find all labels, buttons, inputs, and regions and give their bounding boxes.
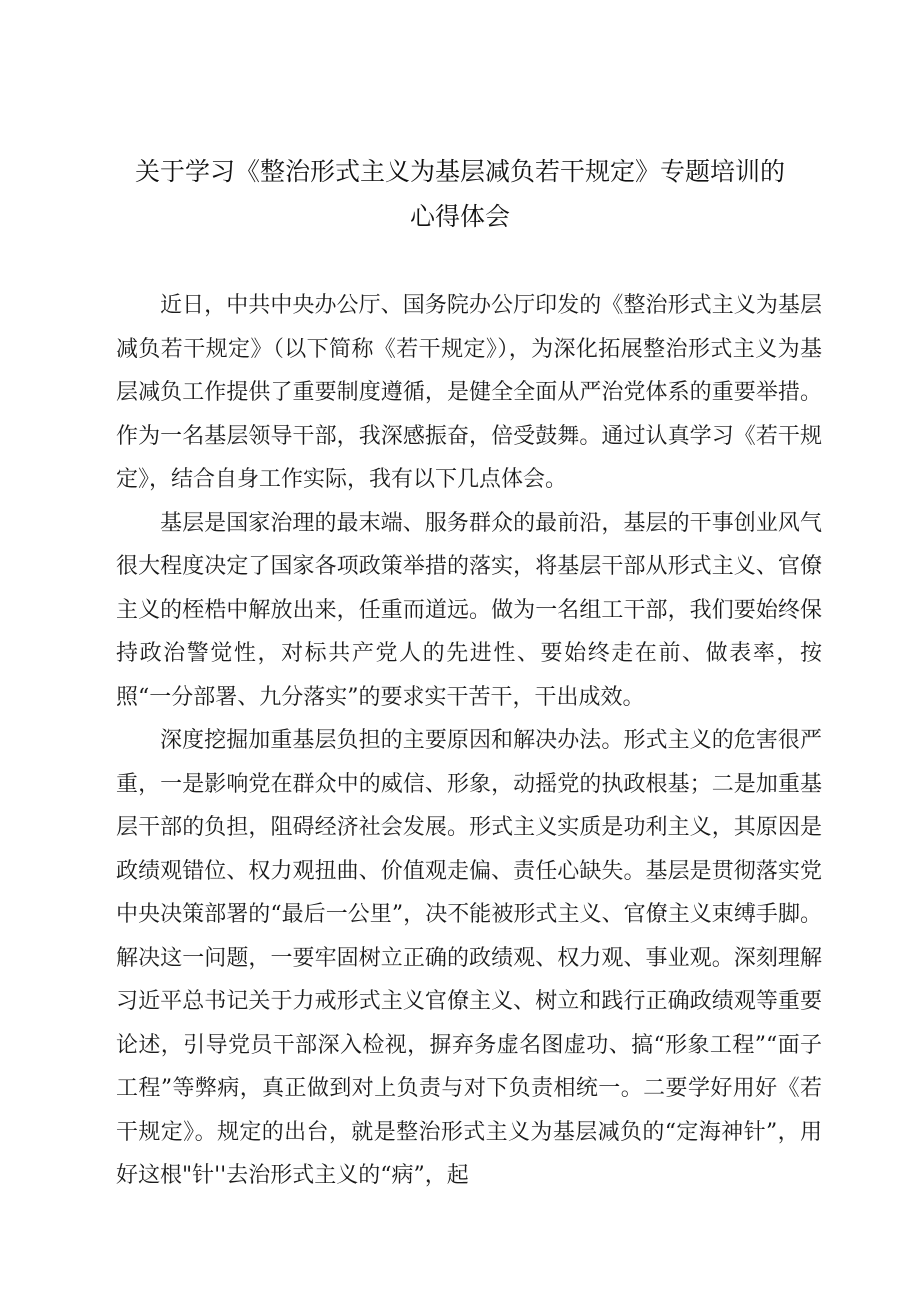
body-paragraph-3: 深度挖掘加重基层负担的主要原因和解决办法。形式主义的危害很严重，一是影响党在群众中的威信、形象，动摇党的执政根基；二是加重基层干部的负担，阻碍经济社会发展。形式主义实质是功利主义，其原因是政绩观错位、权力观扭曲、价值观走偏、责任心缺失。基层是贯彻落实党中央决策部署的“最后一公里”，决不能被形式主义、官僚主义束缚手脚。解决这一问题，一要牢固树立正确的政绩观、权力观、事业观。深刻理解习近平总书记关于力戒形式主义官僚主义、树立和践行正确政绩观等重要论述，引导党员干部深入检视，摒弃务虚名图虚功、搞“形象工程”“面子工程”等弊病，真正做到对上负责与对下负责相统一。二要学好用好《若干规定》。规定的出台，就是整治形式主义为基层减负的“定海神针”，用好这根"针''去治形式主义的“病”，起 [116, 728, 822, 1188]
body-paragraph-1: 近日，中共中央办公厅、国务院办公厅印发的《整治形式主义为基层减负若干规定》（以下简称《若干规定》），为深化拓展整治形式主义为基层减负工作提供了重要制度遵循，是健全全面从严治党体系的重要举措。作为一名基层领导干部，我深感振奋，倍受鼓舞。通过认真学习《若干规定》，结合自身工作实际，我有以下几点体会。 [116, 293, 822, 492]
document-title-line-2: 心得体会 [409, 202, 510, 231]
document-body [116, 284, 822, 1198]
document-title-line-1: 关于学习《整治形式主义为基层减负若干规定》专题培训的 [134, 157, 785, 186]
body-paragraph-2: 基层是国家治理的最末端、服务群众的最前沿，基层的干事创业风气很大程度决定了国家各项政策举措的落实，将基层干部从形式主义、官僚主义的桎梏中解放出来，任重而道远。做为一名组工干部，我们要始终保持政治警觉性，对标共产党人的先进性、要始终走在前、做表率，按照“一分部署、九分落实”的要求实干苦干，干出成效。 [116, 510, 822, 710]
